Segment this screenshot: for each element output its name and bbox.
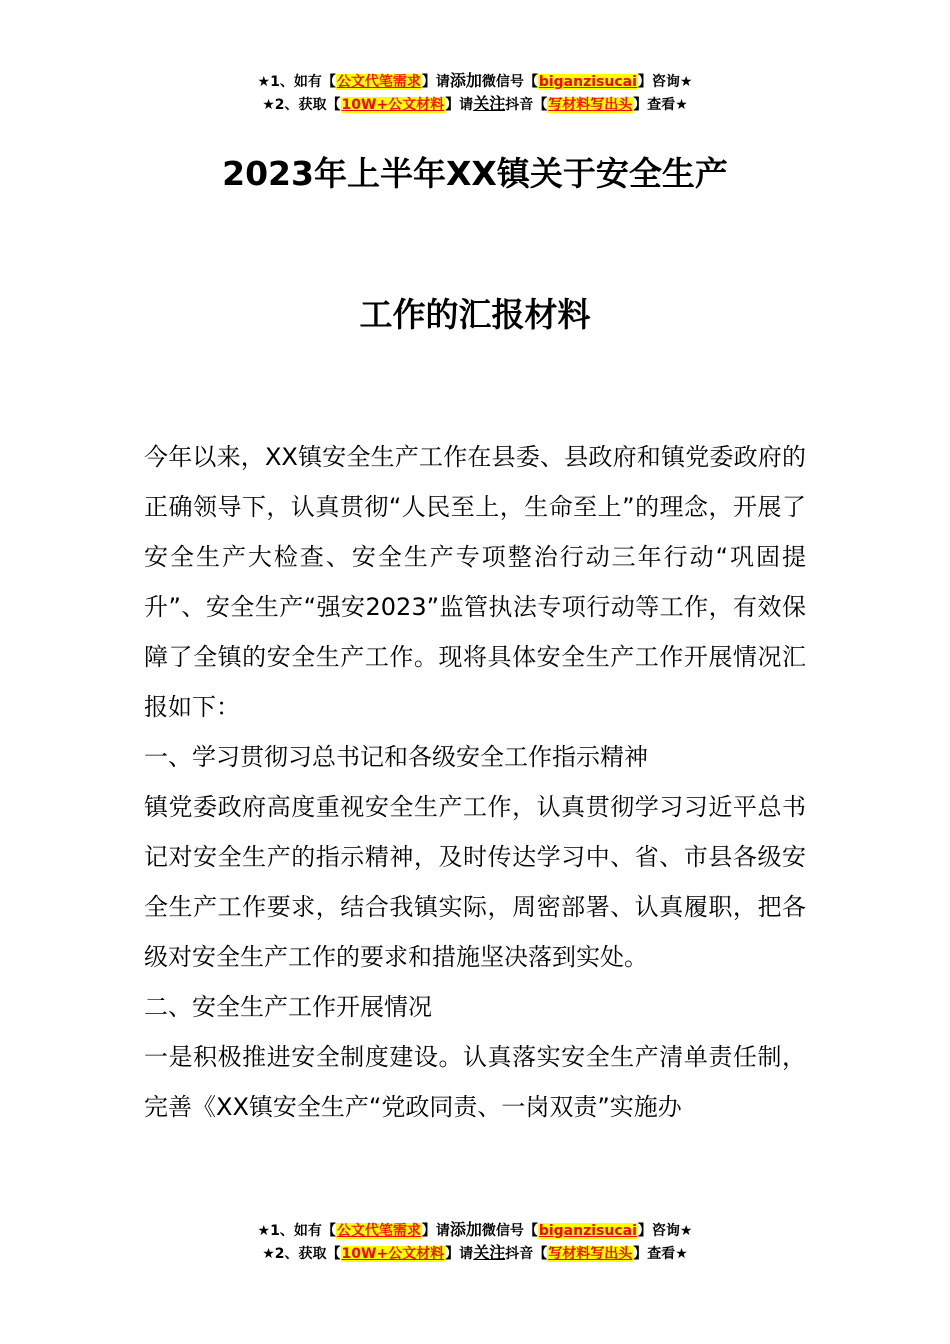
promo-emphasis: 添加 (449, 71, 482, 90)
header-promo-banner (0, 70, 950, 116)
document-title-line-2: 工作的汇报材料 (359, 295, 591, 334)
promo-highlight: 公文代笔需求 (336, 1223, 421, 1239)
promo-text: 微信号【 (481, 1223, 538, 1239)
promo-text: 】请 (445, 97, 474, 113)
promo-highlight: 公文代笔需求 (336, 74, 421, 90)
footer-promo-banner (0, 1219, 950, 1265)
promo-emphasis: 关注 (473, 94, 506, 113)
promo-text: ★2、获取【 (262, 1246, 341, 1262)
promo-douyin-id: 写材料写出头 (548, 1246, 633, 1262)
promo-text: ★1、如有【 (257, 74, 336, 90)
intro-paragraph: 今年以来，XX镇安全生产工作在县委、县政府和镇党委政府的正确领导下，认真贯彻“人民至上，生命至上”的理念，开展了安全生产大检查、安全生产专项整治行动三年行动“巩固提升”、安全生产“强安2023”监管执法专项行动等工作，有效保障了全镇的安全生产工作。现将具体安全生产工作开展情况汇报如下： (144, 443, 806, 721)
section-heading-1: 一、学习贯彻习总书记和各级安全工作指示精神 (144, 743, 648, 771)
promo-line-2 (0, 1242, 950, 1265)
promo-text: 】咨询★ (637, 74, 693, 90)
promo-text: 抖音【 (505, 1246, 548, 1262)
document-body (144, 432, 806, 1132)
promo-highlight: 10W+公文材料 (341, 1246, 445, 1262)
promo-douyin-id: 写材料写出头 (548, 97, 633, 113)
promo-line-2 (0, 93, 950, 116)
promo-highlight: 10W+公文材料 (341, 97, 445, 113)
section-2-paragraph: 一是积极推进安全制度建设。认真落实安全生产清单责任制，完善《XX镇安全生产“党政同责、一岗双责”实施办 (144, 1043, 806, 1121)
section-1-paragraph: 镇党委政府高度重视安全生产工作，认真贯彻学习习近平总书记对安全生产的指示精神，及时传达学习中、省、市县各级安全生产工作要求，结合我镇实际，周密部署、认真履职，把各级对安全生产工作的要求和措施坚决落到实处。 (144, 793, 806, 971)
promo-wechat-id: biganzisucai (538, 1223, 637, 1239)
promo-emphasis: 关注 (473, 1243, 506, 1262)
promo-text: 】查看★ (633, 97, 688, 113)
promo-text: ★2、获取【 (262, 97, 341, 113)
promo-text: ★1、如有【 (257, 1223, 336, 1239)
promo-wechat-id: biganzisucai (538, 74, 637, 90)
promo-line-1 (0, 1219, 950, 1242)
promo-text: 】请 (421, 74, 450, 90)
promo-text: 】请 (445, 1246, 474, 1262)
promo-emphasis: 添加 (449, 1220, 482, 1239)
promo-line-1 (0, 70, 950, 93)
document-title-line-1: 2023年上半年XX镇关于安全生产 (222, 154, 728, 193)
promo-text: 】请 (421, 1223, 450, 1239)
section-heading-2: 二、安全生产工作开展情况 (144, 993, 432, 1021)
promo-text: 抖音【 (505, 97, 548, 113)
promo-text: 】查看★ (633, 1246, 688, 1262)
promo-text: 】咨询★ (637, 1223, 693, 1239)
promo-text: 微信号【 (481, 74, 538, 90)
